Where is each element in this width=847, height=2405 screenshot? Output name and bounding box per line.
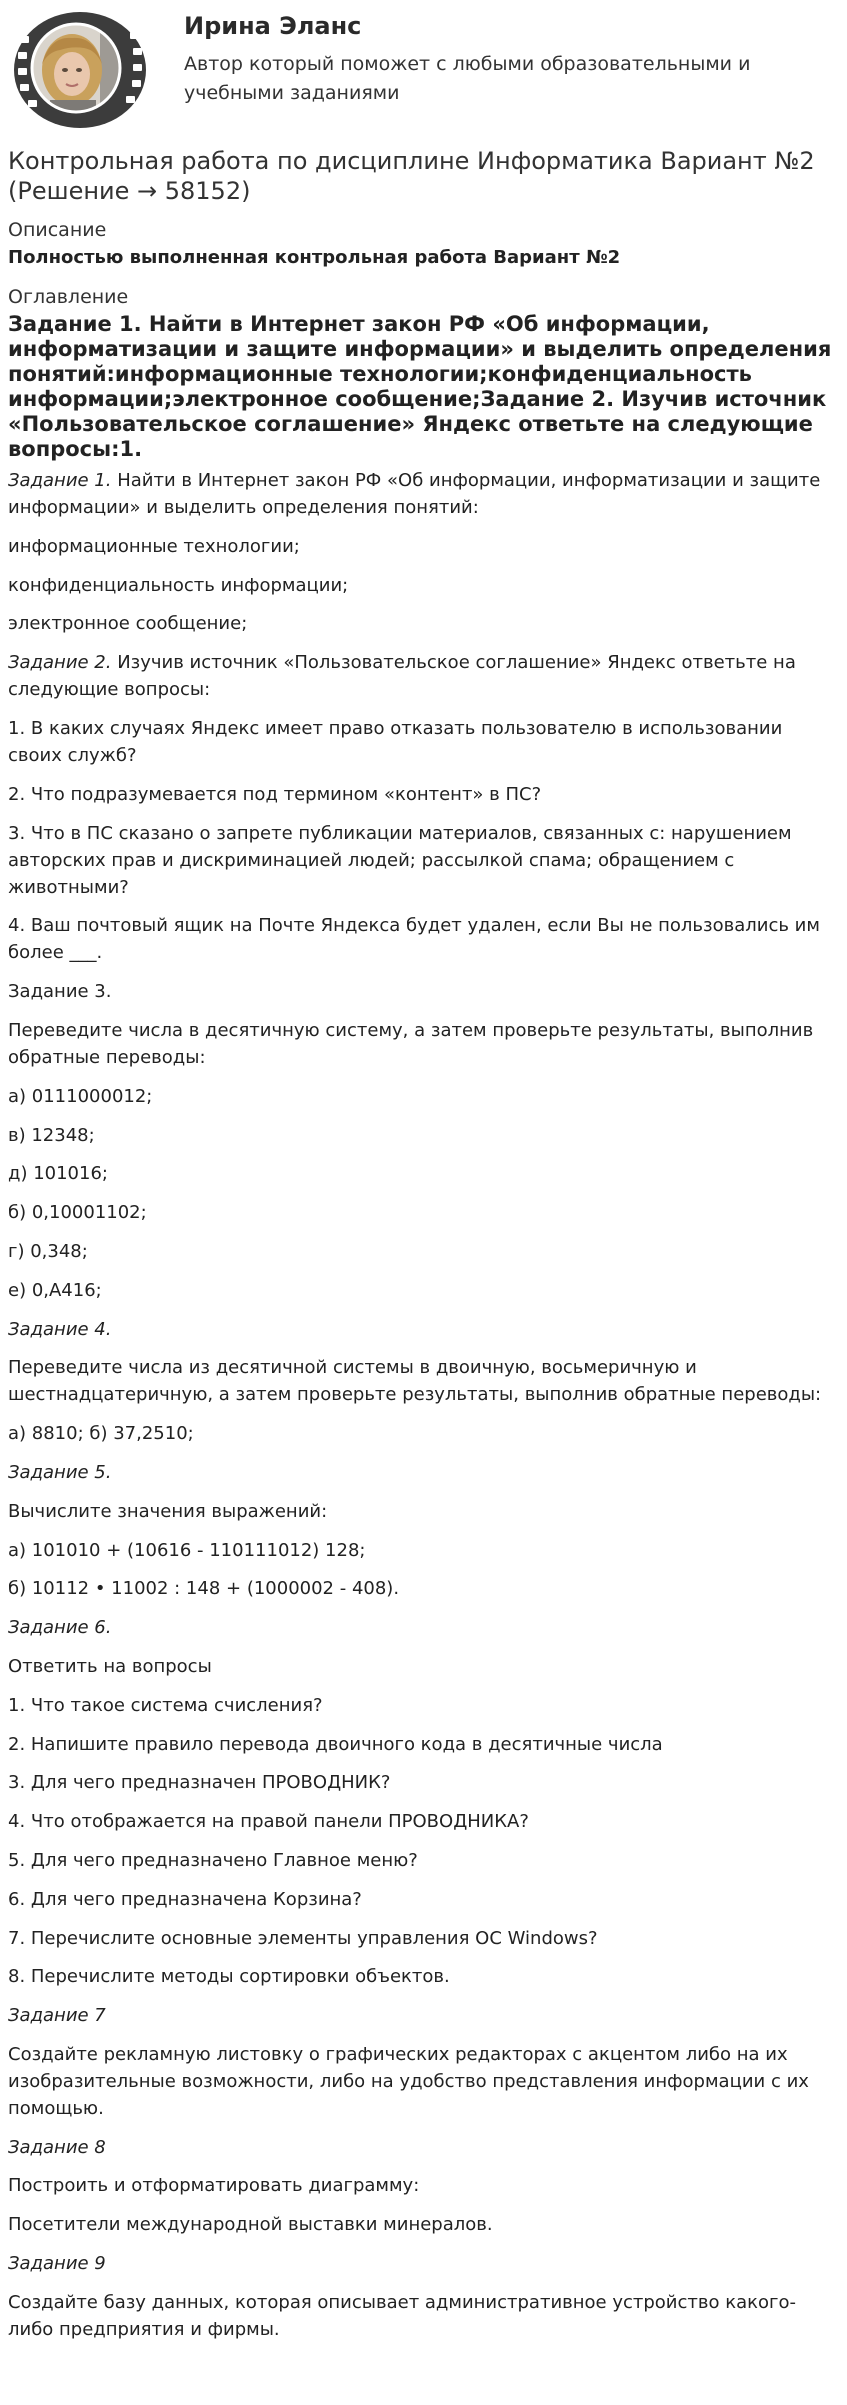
task9-text: Создайте базу данных, которая описывает административное устройство какого-либо предприятия и фирмы. bbox=[8, 2291, 796, 2340]
task8-subtext: Посетители международной выставки минералов. bbox=[8, 2214, 493, 2236]
author-avatar[interactable] bbox=[10, 6, 150, 130]
term-confidentiality: конфиденциальность информации; bbox=[8, 574, 349, 596]
film-strip-avatar-image bbox=[10, 6, 150, 130]
document-content bbox=[8, 146, 840, 2355]
task2-label: Задание 2. bbox=[8, 652, 112, 674]
task5-label: Задание 5. bbox=[8, 1461, 112, 1483]
description-text: Полностью выполненная контрольная работа Вариант №2 bbox=[8, 247, 621, 268]
task2-paragraph bbox=[8, 649, 840, 703]
term-it: информационные технологии; bbox=[8, 535, 300, 557]
page-title: Контрольная работа по дисциплине Информатика Вариант №2 (Решение → 58152) bbox=[8, 147, 815, 205]
task3-item-e: е) 0,A416; bbox=[8, 1279, 102, 1301]
task6-question-4: 4. Что отображается на правой панели ПРОВОДНИКА? bbox=[8, 1811, 529, 1833]
task7-label-paragraph bbox=[8, 2002, 840, 2029]
task3-text: Переведите числа в десятичную систему, а затем проверьте результаты, выполнив обратные переводы: bbox=[8, 1019, 814, 1068]
task4-items: а) 8810; б) 37,2510; bbox=[8, 1423, 194, 1445]
task8-label-paragraph bbox=[8, 2134, 840, 2161]
task1-label: Задание 1. bbox=[8, 470, 112, 491]
task2-question-3: 3. Что в ПС сказано о запрете публикации материалов, связанных с: нарушением авторских прав и дискриминацией людей; рассылкой спама; обращением с животными? bbox=[8, 822, 792, 898]
task2-question-2: 2. Что подразумевается под термином «контент» в ПС? bbox=[8, 783, 542, 805]
task6-question-2: 2. Напишите правило перевода двоичного кода в десятичные числа bbox=[8, 1733, 663, 1755]
task8-text: Построить и отформатировать диаграмму: bbox=[8, 2175, 420, 2197]
toc-heading: Задание 1. Найти в Интернет закон РФ «Об информации, информатизации и защите информации» и выделить определения понятий:информационные технологии;конфиденциальность информации;электронное сообщение;Задание 2. Изучив источник «Пользовательское соглашение» Яндекс ответьте на следующие вопросы:1. bbox=[8, 312, 832, 461]
author-description: Автор который поможет с любыми образовательными и учебными заданиями bbox=[184, 53, 751, 104]
task2-question-1: 1. В каких случаях Яндекс имеет право отказать пользователю в использовании своих служб? bbox=[8, 717, 783, 766]
task6-label: Задание 6. bbox=[8, 1617, 112, 1639]
task6-label-paragraph bbox=[8, 1614, 840, 1641]
toc-label: Оглавление bbox=[8, 286, 129, 308]
term-electronic-message: электронное сообщение; bbox=[8, 613, 248, 635]
task7-label: Задание 7 bbox=[8, 2005, 106, 2027]
task9-label: Задание 9 bbox=[8, 2253, 106, 2275]
task3-item-v: в) 12348; bbox=[8, 1124, 95, 1146]
task6-text: Ответить на вопросы bbox=[8, 1655, 212, 1677]
task6-question-6: 6. Для чего предназначена Корзина? bbox=[8, 1888, 362, 1910]
task7-text: Создайте рекламную листовку о графических редакторах с акцентом либо на их изобразительные возможности, либо на удобство представления информации с их помощью. bbox=[8, 2043, 809, 2119]
task3-item-d: д) 101016; bbox=[8, 1163, 108, 1185]
task1-paragraph bbox=[8, 467, 840, 521]
task-body bbox=[8, 467, 840, 2343]
task3-label: Задание 3. bbox=[8, 981, 112, 1003]
task3-item-a: а) 0111000012; bbox=[8, 1085, 153, 1107]
task1-text: Найти в Интернет закон РФ «Об информации, информатизации и защите информации» и выделить определения понятий: bbox=[8, 470, 821, 518]
task5-text: Вычислите значения выражений: bbox=[8, 1500, 328, 1522]
task4-label-paragraph bbox=[8, 1316, 840, 1343]
author-name[interactable]: Ирина Эланс bbox=[184, 12, 362, 40]
task6-question-5: 5. Для чего предназначено Главное меню? bbox=[8, 1849, 418, 1871]
task2-question-4: 4. Ваш почтовый ящик на Почте Яндекса будет удален, если Вы не пользовались им более ___. bbox=[8, 915, 820, 964]
task5-item-b: б) 10112 • 11002 : 148 + (1000002 - 408). bbox=[8, 1578, 400, 1600]
task8-label: Задание 8 bbox=[8, 2136, 106, 2158]
author-header bbox=[0, 0, 847, 140]
task3-item-b: б) 0,10001102; bbox=[8, 1202, 147, 1224]
task2-text: Изучив источник «Пользовательское соглашение» Яндекс ответьте на следующие вопросы: bbox=[8, 652, 796, 701]
task4-label: Задание 4. bbox=[8, 1318, 112, 1340]
task6-question-3: 3. Для чего предназначен ПРОВОДНИК? bbox=[8, 1772, 391, 1794]
task4-text: Переведите числа из десятичной системы в двоичную, восьмеричную и шестнадцатеричную, а затем проверьте результаты, выполнив обратные переводы: bbox=[8, 1357, 822, 1406]
task9-label-paragraph bbox=[8, 2250, 840, 2277]
task6-question-1: 1. Что такое система счисления? bbox=[8, 1694, 323, 1716]
task6-question-8: 8. Перечислите методы сортировки объектов. bbox=[8, 1966, 450, 1988]
task3-item-g: г) 0,348; bbox=[8, 1240, 88, 1262]
task5-item-a: а) 101010 + (10616 - 110111012) 128; bbox=[8, 1539, 366, 1561]
description-label: Описание bbox=[8, 219, 107, 241]
task5-label-paragraph bbox=[8, 1459, 840, 1486]
task6-question-7: 7. Перечислите основные элементы управления ОС Windows? bbox=[8, 1927, 598, 1949]
